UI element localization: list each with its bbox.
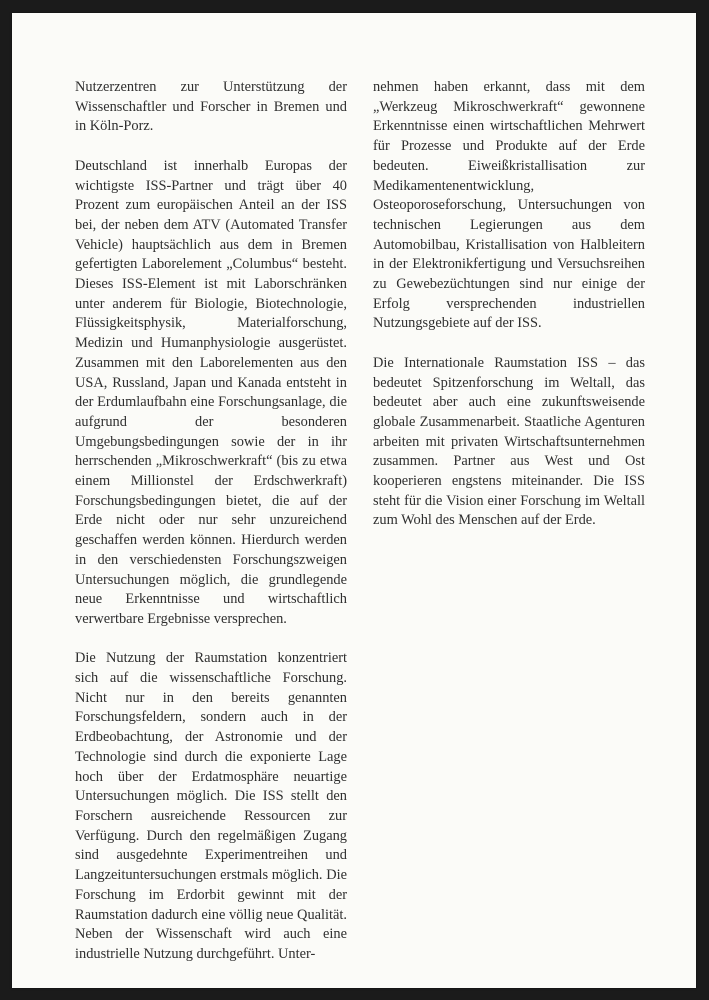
document-page	[12, 13, 696, 988]
right-text-column	[373, 78, 645, 531]
paragraph-germany-iss-partner: Deutschland ist innerhalb Europas der wichtigste ISS-Partner und trägt über 40 Prozent zum europäischen Anteil an der ISS bei, der neben dem ATV (Automated Transfer Vehicle) hauptsächlich aus dem in Bremen gefertigten Laborelement „Columbus“ besteht. Dieses ISS-Element ist mit Laborschränken unter anderem für Biologie, Biotechnologie, Flüssigkeitsphysik, Materialforschung, Medizin und Humanphysiologie ausgerüstet. Zusammen mit den Laborelementen aus den USA, Russland, Japan und Kanada entsteht in der Erdumlaufbahn eine Forschungsanlage, die aufgrund der besonderen Umgebungsbedingungen sowie der in ihr herrschenden „Mikroschwerkraft“ (bis zu etwa einem Millionstel der Erdschwerkraft) Forschungsbedingungen bietet, die auf der Erde nicht oder nur sehr unzureichend geschaffen werden können. Hierdurch werden in den verschiedensten Forschungszweigen Untersuchungen möglich, die grundlegende neue Erkenntnisse und wirtschaftlich verwertbare Ergebnisse versprechen.	[75, 157, 347, 627]
paragraph-user-centers: Nutzerzentren zur Unterstützung der Wissenschaftler und Forscher in Bremen und in Köln-Porz.	[75, 79, 347, 135]
paragraph-station-usage: Die Nutzung der Raumstation konzentriert sich auf die wissenschaftliche Forschung. Nicht nur in den bereits genannten Forschungsfeldern, sondern auch in der Erdbeobachtung, der Astronomie und der Technologie sind durch die exponierte Lage hoch über der Erdatmosphäre neuartige Untersuchungen möglich. Die ISS stellt den Forschern ausreichende Ressourcen zur Verfügung. Durch den regelmäßigen Zugang sind ausgedehnte Experimentreihen und Langzeituntersuchungen erstmals möglich. Die Forschung im Erdorbit gewinnt mit der Raumstation dadurch eine völlig neue Qualität. Neben der Wissenschaft wird auch eine industrielle Nutzung durchgeführt. Unter-	[75, 650, 347, 962]
paragraph-industrial-use: nehmen haben erkannt, dass mit dem „Werkzeug Mikroschwerkraft“ gewonnene Erkenntnisse einen wirtschaftlichen Mehrwert für Prozesse und Produkte auf der Erde bedeuten. Eiweißkristallisation zur Medikamentenentwicklung, Osteoporoseforschung, Untersuchungen von technischen Legierungen aus dem Automobilbau, Kristallisation von Halbleitern in der Elektronikfertigung und Versuchsreihen zu Gewebezüchtungen sind nur einige der Erfolg versprechenden industriellen Nutzungsgebiete auf der ISS.	[373, 79, 645, 332]
left-text-column	[75, 78, 347, 965]
paragraph-international-cooperation: Die Internationale Raumstation ISS – das bedeutet Spitzenforschung im Weltall, das bedeutet aber auch eine zukunftsweisende globale Zusammenarbeit. Staatliche Agenturen arbeiten mit privaten Wirtschaftsunternehmen zusammen. Partner aus West und Ost kooperieren engstens miteinander. Die ISS steht für die Vision einer Forschung im Weltall zum Wohl des Menschen auf der Erde.	[373, 354, 645, 529]
